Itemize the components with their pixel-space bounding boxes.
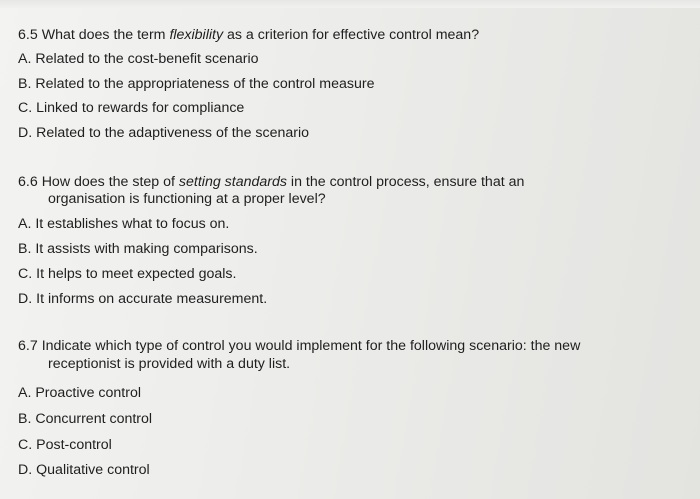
- option-a[interactable]: A. It establishes what to focus on.: [18, 216, 230, 232]
- option-a[interactable]: A. Related to the cost-benefit scenario: [18, 51, 259, 67]
- question-text-continuation: receptionist is provided with a duty list.: [48, 356, 291, 372]
- question-text: [18, 338, 628, 355]
- option-b[interactable]: B. It assists with making comparisons.: [18, 241, 258, 257]
- question-text-end: in the control process, ensure that an: [286, 174, 525, 190]
- question-text-continuation: organisation is functioning at a proper level?: [48, 191, 326, 207]
- option-d[interactable]: D. Related to the adaptiveness of the scenario: [18, 125, 310, 141]
- question-number: 6.7: [18, 338, 38, 354]
- question-text-line: Indicate which type of control you would implement for the following scenario: the new: [41, 338, 581, 354]
- question-text: [18, 174, 622, 191]
- option-b[interactable]: B. Related to the appropriateness of the control measure: [18, 76, 375, 92]
- option-a[interactable]: A. Proactive control: [18, 385, 142, 401]
- question-number: 6.6: [18, 174, 38, 190]
- question-text-start: How does the step of: [41, 174, 179, 190]
- option-c[interactable]: C. Post-control: [18, 437, 112, 453]
- question-text: [18, 27, 630, 44]
- question-text-emphasis: flexibility: [169, 27, 224, 43]
- question-text-start: What does the term: [41, 27, 170, 43]
- option-c[interactable]: C. Linked to rewards for compliance: [18, 100, 245, 116]
- option-d[interactable]: D. Qualitative control: [18, 462, 150, 478]
- option-d[interactable]: D. It informs on accurate measurement.: [18, 291, 268, 307]
- option-b[interactable]: B. Concurrent control: [18, 411, 153, 427]
- question-text-end: as a criterion for effective control mean?: [223, 27, 480, 43]
- question-text-emphasis: setting standards: [178, 174, 287, 190]
- page-top-edge: [0, 0, 700, 8]
- question-number: 6.5: [18, 27, 38, 43]
- option-c[interactable]: C. It helps to meet expected goals.: [18, 266, 237, 282]
